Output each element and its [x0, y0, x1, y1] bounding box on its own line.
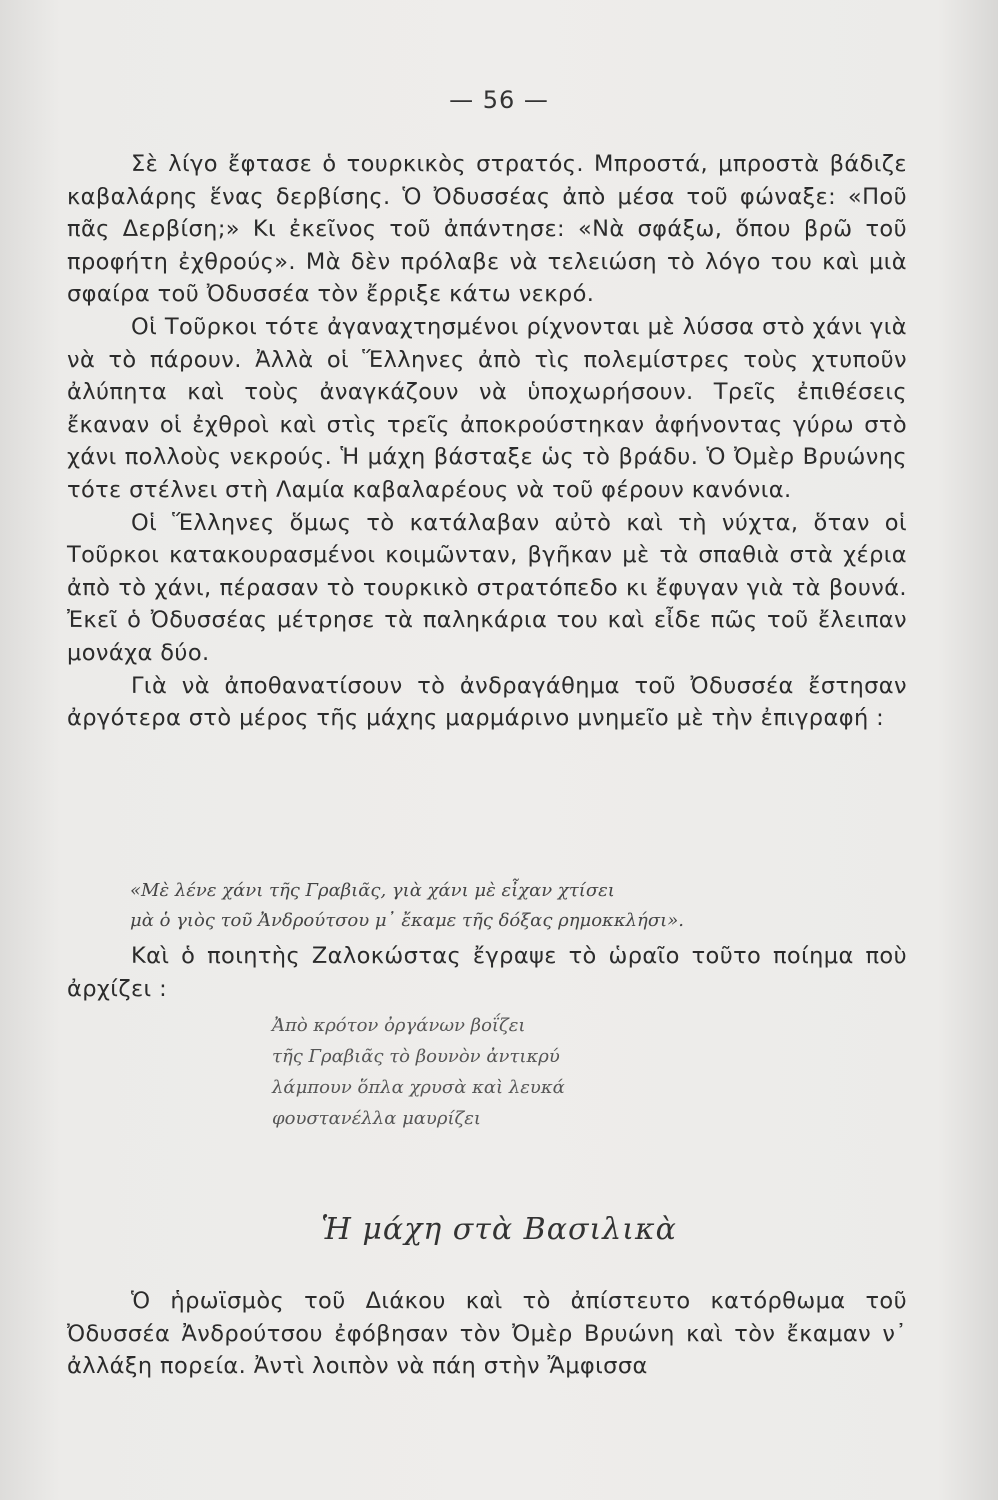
paragraph-1: Σὲ λίγο ἔφτασε ὁ τουρκικὸς στρατός. Μπροστά, μπροστὰ βάδιζε καβαλάρης ἕνας δερβίσης. Ὁ Ὀδυσσέας ἀπὸ μέσα τοῦ φώναξε: «Ποῦ πᾶς Δερβίση;» Κι ἐκεῖνος τοῦ ἀπάντησε: «Νὰ σφάξω, ὅπου βρῶ τοῦ προφήτη ἐχθρούς». Μὰ δὲν πρόλαβε νὰ τελειώση τὸ λόγο του καὶ μιὰ σφαίρα τοῦ Ὀδυσσέα τὸν ἔρριξε κάτω νεκρό.	[67, 151, 907, 308]
poem-excerpt	[272, 1010, 565, 1134]
poet-text-block	[67, 940, 907, 1005]
paragraph-poet: Καὶ ὁ ποιητὴς Ζαλοκώστας ἔγραψε τὸ ὡραῖο τοῦτο ποίημα ποὺ ἀρχίζει :	[67, 943, 907, 1002]
paragraph-4: Γιὰ νὰ ἀποθανατίσουν τὸ ἀνδραγάθημα τοῦ Ὀδυσσέα ἔστησαν ἀργότερα στὸ μέρος τῆς μάχης μαρμάρινο μνημεῖο μὲ τὴν ἐπιγραφή :	[67, 672, 907, 732]
paragraph-bottom: Ὁ ἡρωϊσμὸς τοῦ Διάκου καὶ τὸ ἀπίστευτο κατόρθωμα τοῦ Ὀδυσσέα Ἀνδρούτσου ἐφόβησαν τὸν Ὀμὲρ Βρυώνη καὶ τὸν ἔκαμαν ν᾿ ἀλλάξη πορεία. Ἀντὶ λοιπὸν νὰ πάη στὴν Ἄμφισσα	[67, 1288, 907, 1380]
paragraph-2: Οἱ Τοῦρκοι τότε ἀγαναχτησμένοι ρίχνονται μὲ λύσσα στὸ χάνι γιὰ νὰ τὸ πάρουν. Ἀλλὰ οἱ Ἕλληνες ἀπὸ τὶς πολεμίστρες τοὺς χτυποῦν ἀλύπητα καὶ τοὺς ἀναγκάζουν νὰ ὑποχωρήσουν. Τρεῖς ἐπιθέσεις ἔκαναν οἱ ἐχθροὶ καὶ στὶς τρεῖς ἀποκρούστηκαν ἀφήνοντας γύρω στὸ χάνι πολλοὺς νεκρούς. Ἡ μάχη βάσταξε ὡς τὸ βράδυ. Ὁ Ὀμὲρ Βρυώνης τότε στέλνει στὴ Λαμία καβαλαρέους νὰ τοῦ φέρουν κανόνια.	[67, 313, 907, 503]
inscription-line-1: «Μὲ λένε χάνι τῆς Γραβιᾶς, γιὰ χάνι μὲ εἶχαν χτίσει	[130, 880, 615, 901]
bottom-text-block	[67, 1285, 907, 1383]
paragraph-3: Οἱ Ἕλληνες ὅμως τὸ κατάλαβαν αὐτὸ καὶ τὴ νύχτα, ὅταν οἱ Τοῦρκοι κατακουρασμένοι κοιμῶνταν, βγῆκαν μὲ τὰ σπαθιὰ στὰ χέρια ἀπὸ τὸ χάνι, πέρασαν τὸ τουρκικὸ στρατόπεδο κι ἔφυγαν γιὰ τὰ βουνά. Ἐκεῖ ὁ Ὀδυσσέας μέτρησε τὰ παληκάρια του καὶ εἶδε πῶς τοῦ ἔλειπαν μονάχα δύο.	[67, 509, 907, 666]
main-text-block	[67, 148, 907, 735]
monument-inscription	[130, 876, 910, 936]
poem-line: Ἀπὸ κρότον ὀργάνων βοΐζει	[272, 1015, 526, 1036]
poem-line: λάμπουν ὅπλα χρυσὰ καὶ λευκά	[272, 1077, 565, 1098]
inscription-line-2: μὰ ὁ γιὸς τοῦ Ἀνδρούτσου μ᾿ ἔκαμε τῆς δόξας ρημοκκλήσι».	[130, 910, 684, 931]
section-heading: Ἡ μάχη στὰ Βασιλικὰ	[321, 1212, 677, 1247]
page-number: — 56 —	[449, 86, 549, 114]
poem-line: τῆς Γραβιᾶς τὸ βουνὸν ἀντικρύ	[272, 1046, 560, 1067]
poem-line: φουστανέλλα μαυρίζει	[272, 1108, 481, 1129]
